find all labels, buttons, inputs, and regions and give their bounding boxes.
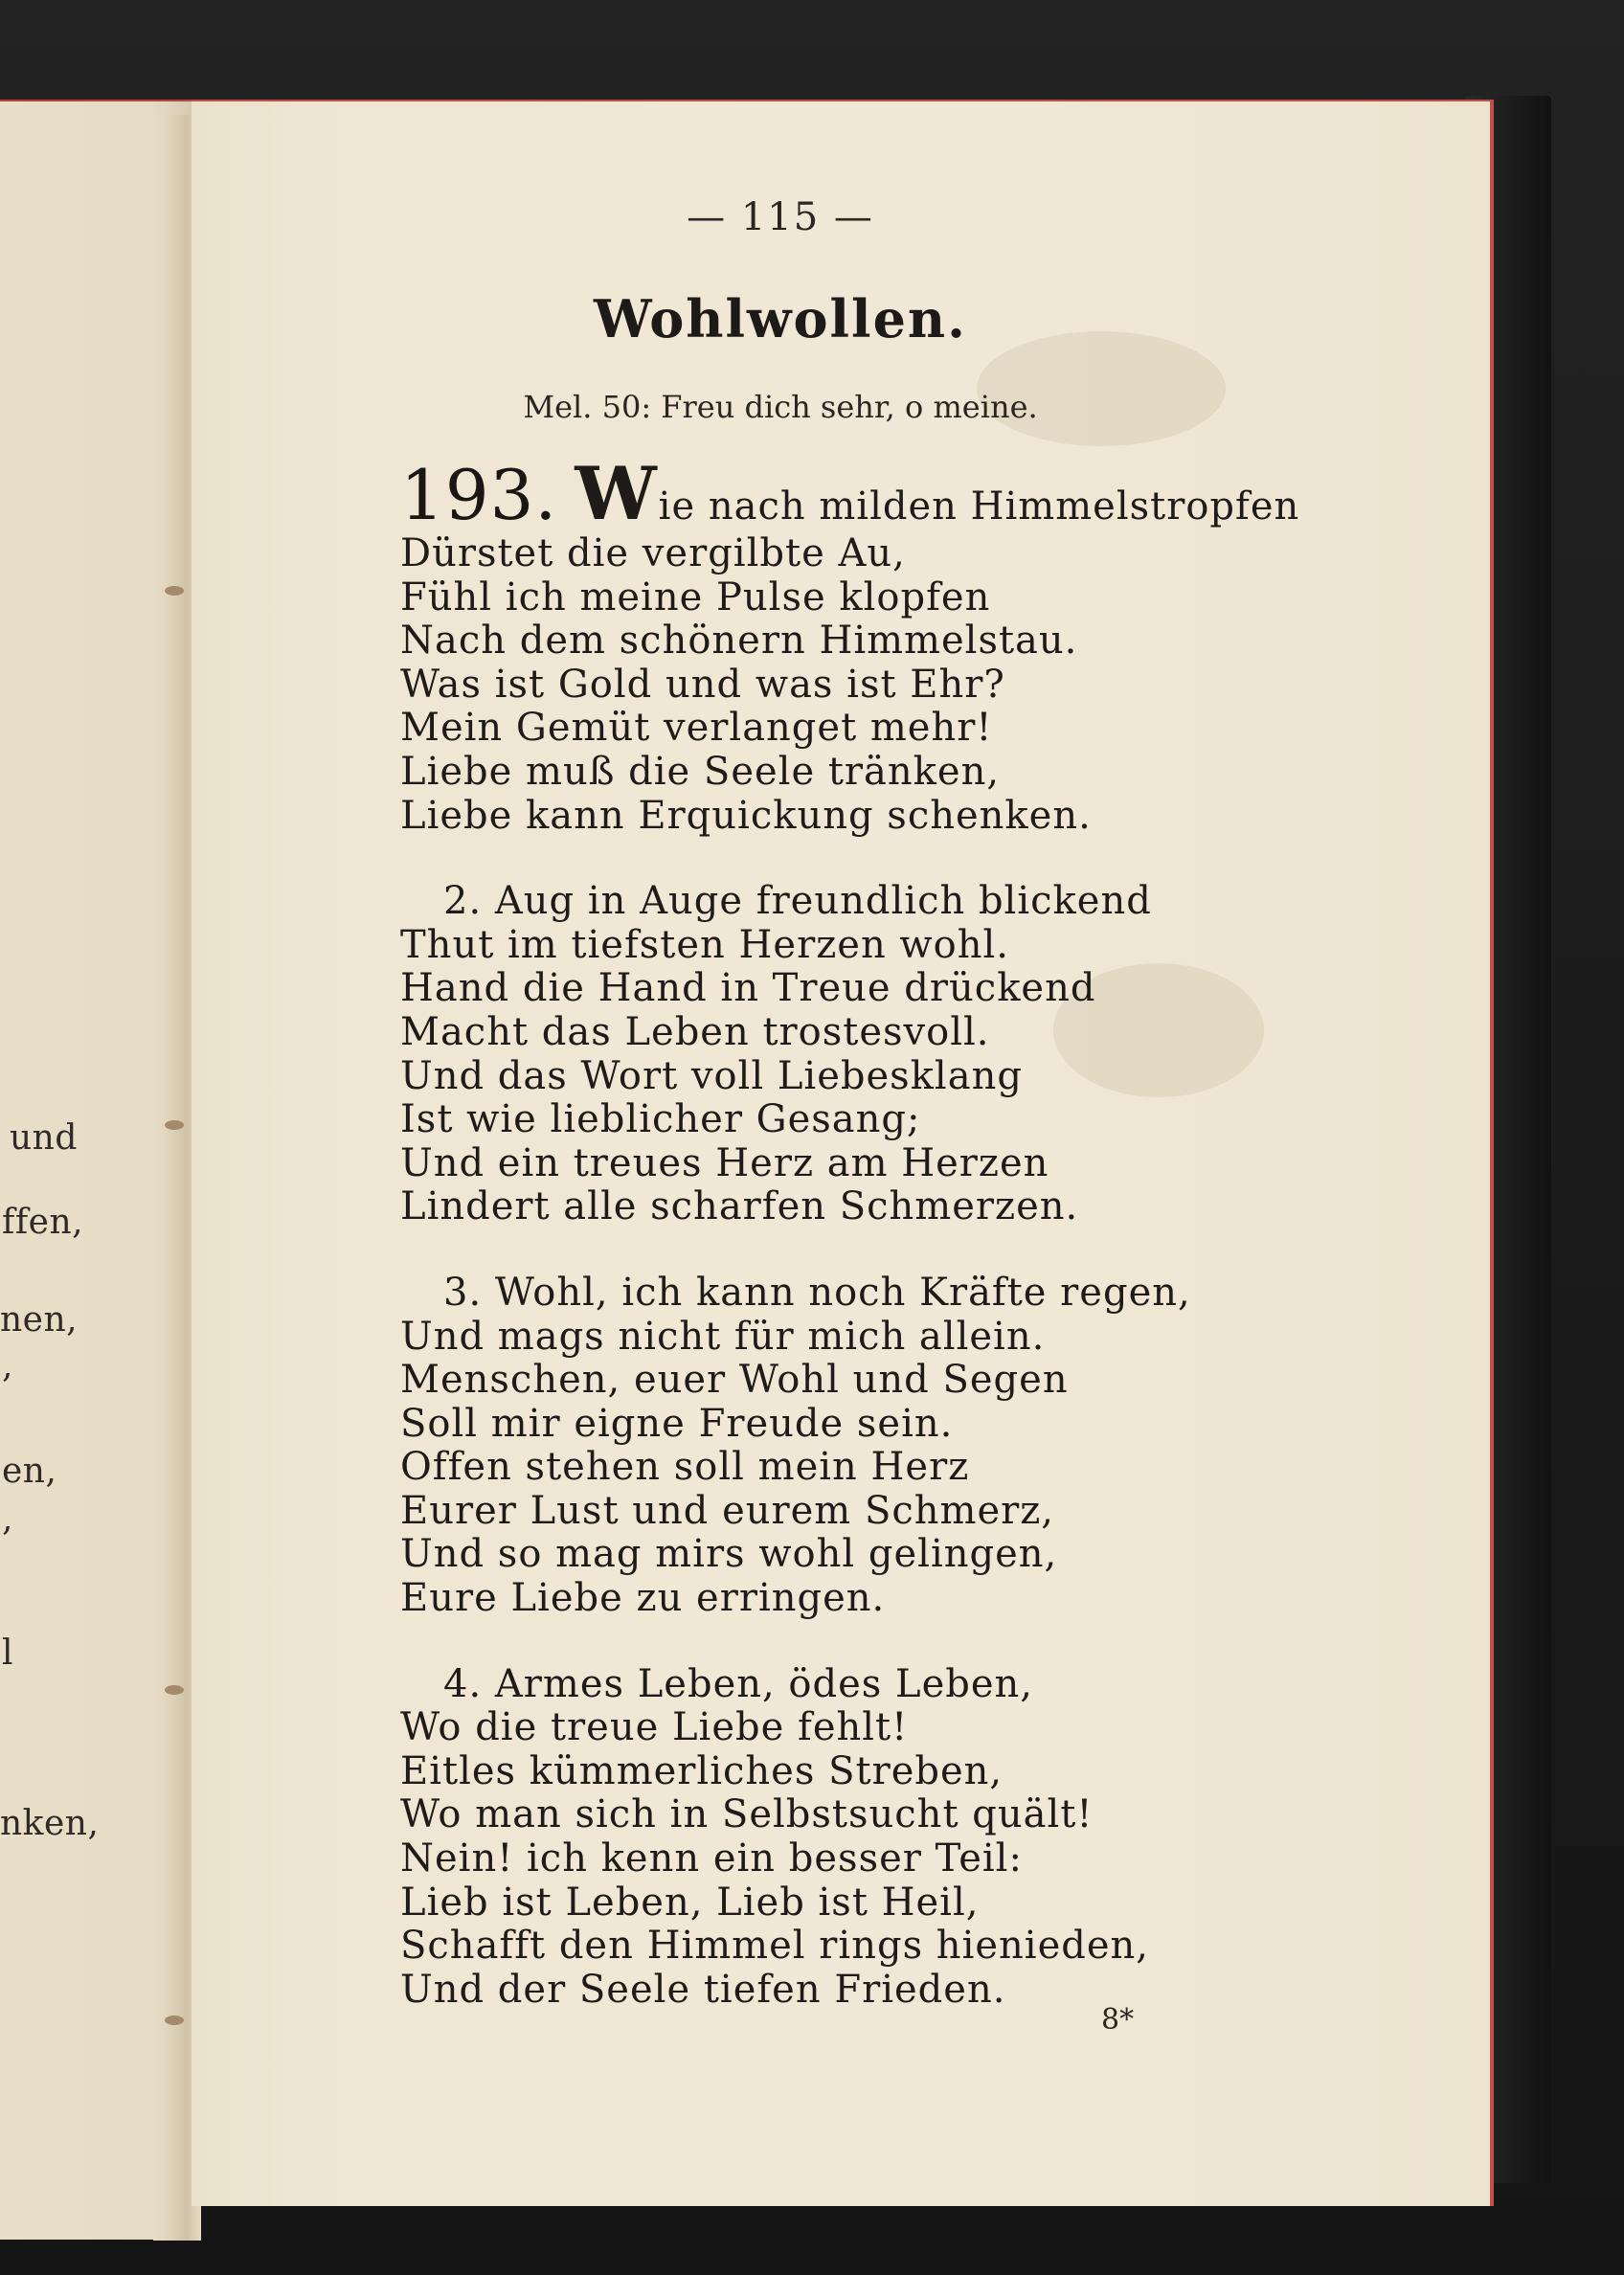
- verse-line: Und ein treues Herz am Herzen: [400, 1140, 1049, 1185]
- verse-line: Wo man sich in Selbstsucht quält!: [400, 1792, 1094, 1837]
- verse-2: [400, 880, 1473, 1229]
- verse-line: Soll mir eigne Freude sein.: [400, 1401, 954, 1446]
- page-title: Wohlwollen.: [594, 288, 967, 349]
- verse-1: [400, 532, 1473, 838]
- drop-cap: W: [575, 451, 657, 536]
- verse-line: Und das Wort voll Liebesklang: [400, 1053, 1023, 1098]
- verse-line: Wo die treue Liebe fehlt!: [400, 1705, 909, 1750]
- left-page-fragment: und: [10, 1118, 78, 1158]
- hymn-text: [400, 451, 1473, 2012]
- verse-line: Dürstet die vergilbte Au,: [400, 531, 906, 575]
- verse-line: Liebe kann Erquickung schenken.: [400, 793, 1092, 838]
- melody-reference: Mel. 50: Freu dich sehr, o meine.: [523, 389, 1038, 425]
- verse-line: Thut im tiefsten Herzen wohl.: [400, 922, 1010, 967]
- verse-line: Was ist Gold und was ist Ehr?: [400, 662, 1005, 707]
- first-line-text: ie nach milden Himmelstropfen: [658, 484, 1300, 529]
- hymnal-page: [192, 100, 1494, 2206]
- verse-line: Liebe muß die Seele tränken,: [400, 749, 1001, 794]
- verse-line: Fühl ich meine Pulse klopfen: [400, 574, 991, 619]
- verse-line: Eure Liebe zu erringen.: [400, 1576, 886, 1621]
- verse-line: Nach dem schönern Himmelstau.: [400, 619, 1078, 664]
- verse-line: Offen stehen soll mein Herz: [400, 1445, 970, 1490]
- verse-line: 3. Wohl, ich kann noch Kräfte regen,: [443, 1270, 1191, 1315]
- verse-line: Und mags nicht für mich allein.: [400, 1314, 1046, 1359]
- left-page-fragment: ,: [2, 1346, 13, 1385]
- verse-line: Eurer Lust und eurem Schmerz,: [400, 1488, 1055, 1533]
- verse-3: [400, 1272, 1473, 1621]
- verse-line: Eitles kümmerliches Streben,: [400, 1748, 1004, 1793]
- binding-stitch: [165, 1685, 184, 1695]
- verse-line: Nein! ich kenn ein besser Teil:: [400, 1836, 1023, 1881]
- left-page-fragment: ffen,: [2, 1203, 84, 1242]
- left-page-fragment: en,: [2, 1452, 57, 1491]
- verse-line: Lindert alle scharfen Schmerzen.: [400, 1184, 1079, 1229]
- binding-stitch: [165, 2016, 184, 2025]
- verse-line: Und so mag mirs wohl gelingen,: [400, 1532, 1058, 1577]
- left-page-fragment: nen,: [0, 1300, 79, 1340]
- verse-line: Lieb ist Leben, Lieb ist Heil,: [400, 1880, 980, 1925]
- hymn-first-line: [400, 451, 1473, 536]
- verse-line: 2. Aug in Auge freundlich blickend: [443, 879, 1152, 924]
- verse-line: Hand die Hand in Treue drückend: [400, 966, 1096, 1011]
- verse-line: Schafft den Himmel rings hienieden,: [400, 1924, 1150, 1969]
- left-page-fragment: ,: [2, 1499, 13, 1539]
- hymn-number: 193.: [400, 455, 558, 535]
- left-page-fragment: l: [2, 1633, 14, 1673]
- verse-line: Macht das Leben trostesvoll.: [400, 1009, 990, 1054]
- verse-line: Und der Seele tiefen Frieden.: [400, 1967, 1006, 2012]
- binding-stitch: [165, 586, 184, 596]
- binding-stitch: [165, 1120, 184, 1130]
- verse-line: Menschen, euer Wohl und Segen: [400, 1358, 1069, 1403]
- page-number: — 115 —: [687, 195, 874, 239]
- verse-line: 4. Armes Leben, ödes Leben,: [443, 1661, 1034, 1706]
- verse-line: Mein Gemüt verlanget mehr!: [400, 706, 993, 751]
- left-page-fragment: nken,: [0, 1804, 100, 1843]
- verse-4: [400, 1663, 1473, 2013]
- signature-mark: 8*: [1101, 2003, 1135, 2037]
- verse-line: Ist wie lieblicher Gesang;: [400, 1097, 921, 1142]
